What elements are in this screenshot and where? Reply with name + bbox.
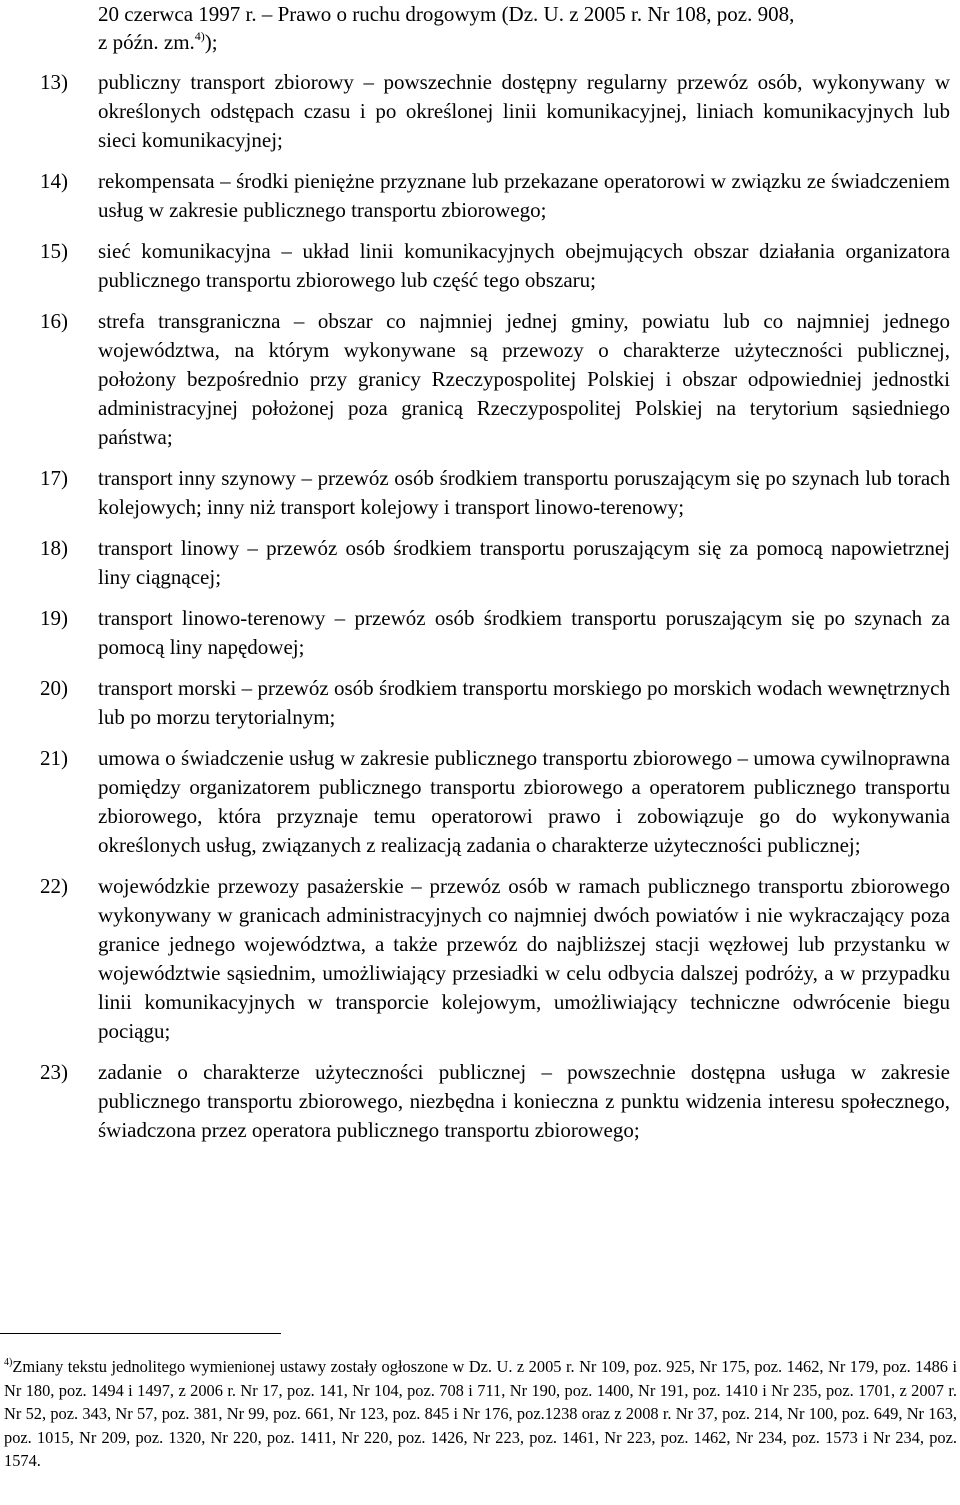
definition-item — [0, 307, 960, 452]
definition-number: 15) — [40, 239, 68, 263]
definition-text: zadanie o charakterze użyteczności publicznej – powszechnie dostępna usługa w zakresie publicznego transportu zbiorowego, niezbędna i konieczna z punktu widzenia interesu społecznego, świadczona przez operatora publicznego transportu zbiorowego; — [98, 1060, 950, 1142]
definition-text: transport linowo-terenowy – przewóz osób środkiem transportu poruszającym się po szynach za pomocą liny napędowej; — [98, 606, 950, 659]
header-line-2 — [98, 28, 953, 56]
definition-number: 20) — [40, 676, 68, 700]
header-line-2-tail: ); — [204, 30, 218, 54]
definition-text: transport linowy – przewóz osób środkiem transportu poruszającym się za pomocą napowietrznej liny ciągnącej; — [98, 536, 950, 589]
definition-item — [0, 167, 960, 225]
definition-number: 21) — [40, 746, 68, 770]
footnote — [4, 1355, 957, 1473]
definition-text: transport morski – przewóz osób środkiem transportu morskiego po morskich wodach wewnętrznych lub po morzu terytorialnym; — [98, 676, 950, 729]
definition-number: 13) — [40, 70, 68, 94]
definition-text: rekompensata – środki pieniężne przyznane lub przekazane operatorowi w związku ze świadczeniem usług w zakresie publicznego transportu zbiorowego; — [98, 169, 950, 222]
definition-item — [0, 464, 960, 522]
definition-item — [0, 1058, 960, 1145]
header-line-1: 20 czerwca 1997 r. – Prawo o ruchu drogowym (Dz. U. z 2005 r. Nr 108, poz. 908, — [98, 2, 795, 26]
definition-number: 23) — [40, 1060, 68, 1084]
definition-text: strefa transgraniczna – obszar co najmniej jednej gminy, powiatu lub co najmniej jednego województwa, na którym wykonywane są przewozy o charakterze użyteczności publicznej, położony bezpośrednio przy granicy Rzeczypospolitej Polskiej i obszar odpowiedniej jednostki administracyjnej położonej poza granicą Rzeczypospolitej Polskiej na terytorium sąsiedniego państwa; — [98, 309, 950, 449]
definition-text: publiczny transport zbiorowy – powszechnie dostępny regularny przewóz osób, wykonywany w określonych odstępach czasu i po określonej linii komunikacyjnej, liniach komunikacyjnych lub sieci komunikacyjnej; — [98, 70, 950, 152]
definition-text: umowa o świadczenie usług w zakresie publicznego transportu zbiorowego – umowa cywilnoprawna pomiędzy organizatorem publicznego transportu zbiorowego a operatorem publicznego transportu zbiorowego, która przyznaje temu operatorowi prawo i zobowiązuje go do wykonywania określonych usług, związanych z realizacją zadania o charakterze użyteczności publicznej; — [98, 746, 950, 857]
definition-number: 14) — [40, 169, 68, 193]
header-line-2-text: z późn. zm. — [98, 30, 195, 54]
footnote-marker: 4) — [4, 1357, 13, 1368]
footnote-separator — [0, 1333, 281, 1334]
definitions-list — [0, 68, 960, 1157]
definition-number: 17) — [40, 466, 68, 490]
definition-text: wojewódzkie przewozy pasażerskie – przewóz osób w ramach publicznego transportu zbiorowego wykonywany w granicach administracyjnych co najmniej dwóch powiatów i nie wykraczający poza granice jednego województwa, a także przewóz do najbliższej stacji węzłowej lub przystanku w województwie sąsiednim, umożliwiający przesiadki w celu odbycia dalszej podróży, a w przypadku linii komunikacyjnych w transporcie kolejowym, umożliwiający techniczne odwrócenie biegu pociągu; — [98, 874, 950, 1043]
definition-number: 16) — [40, 309, 68, 333]
definition-number: 18) — [40, 536, 68, 560]
definition-item — [0, 674, 960, 732]
definition-item — [0, 604, 960, 662]
definition-number: 19) — [40, 606, 68, 630]
definition-text: sieć komunikacyjna – układ linii komunikacyjnych obejmujących obszar działania organizatora publicznego transportu zbiorowego lub część tego obszaru; — [98, 239, 950, 292]
definition-item — [0, 744, 960, 860]
definition-item — [0, 534, 960, 592]
footnote-text: Zmiany tekstu jednolitego wymienionej ustawy zostały ogłoszone w Dz. U. z 2005 r. Nr 109, poz. 925, Nr 175, poz. 1462, Nr 179, poz. 1486 i Nr 180, poz. 1494 i 1497, z 2006 r. Nr 17, poz. 141, Nr 104, poz. 708 i 711, Nr 190, poz. 1400, Nr 191, poz. 1410 i Nr 235, poz. 1701, z 2007 r. Nr 52, poz. 343, Nr 57, poz. 381, Nr 99, poz. 661, Nr 123, poz. 845 i Nr 176, poz.1238 oraz z 2008 r. Nr 37, poz. 214, Nr 100, poz. 649, Nr 163, poz. 1015, Nr 209, poz. 1320, Nr 220, poz. 1411, Nr 220, poz. 1426, Nr 223, poz. 1461, Nr 223, poz. 1462, Nr 234, poz. 1573 i Nr 234, poz. 1574. — [4, 1357, 957, 1470]
definition-text: transport inny szynowy – przewóz osób środkiem transportu poruszającym się po szynach lub torach kolejowych; inny niż transport kolejowy i transport linowo-terenowy; — [98, 466, 950, 519]
definition-item — [0, 872, 960, 1046]
footnote-reference[interactable]: 4) — [194, 29, 205, 43]
definition-number: 22) — [40, 874, 68, 898]
definition-item — [0, 68, 960, 155]
continuation-header — [98, 0, 953, 56]
definition-item — [0, 237, 960, 295]
